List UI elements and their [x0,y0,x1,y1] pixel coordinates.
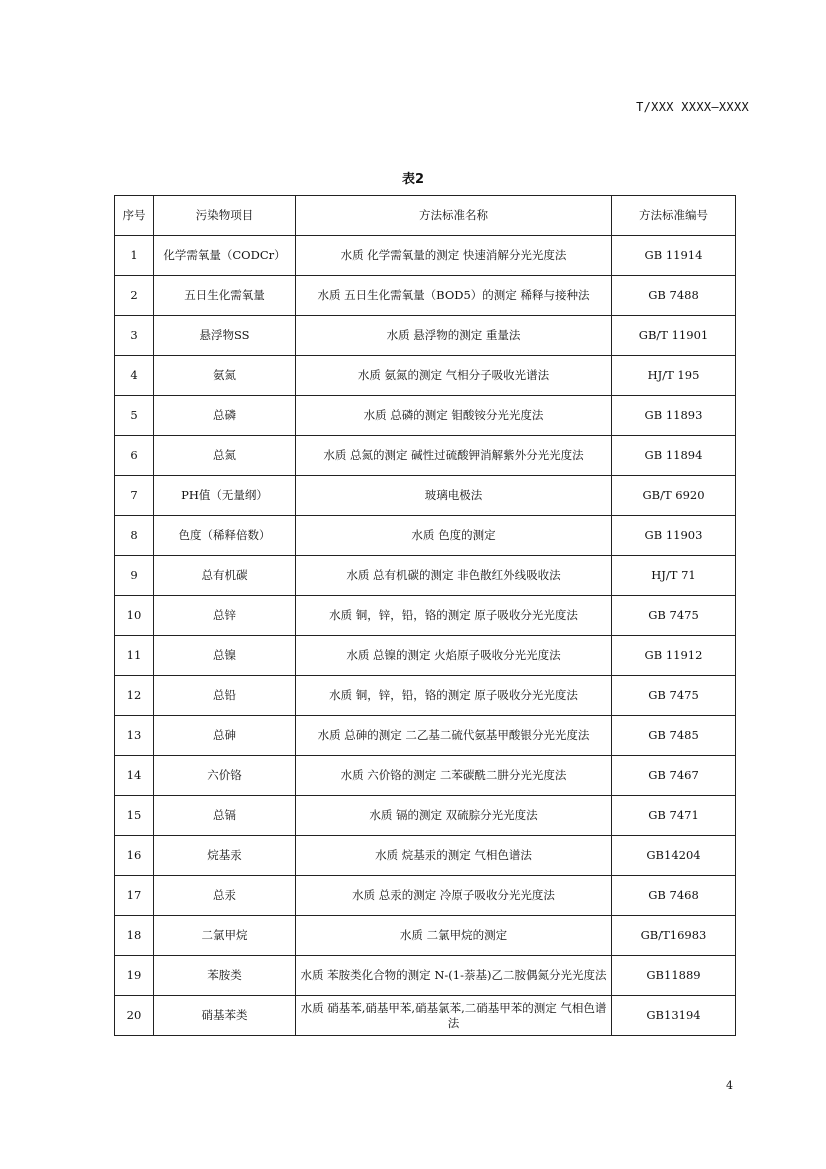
method-name: 玻璃电极法 [296,476,612,516]
table-caption: 表2 [401,172,425,187]
method-code: GB 11914 [612,236,736,276]
table-row [115,716,736,756]
method-code: HJ/T 195 [612,356,736,396]
column-header-method-code: 方法标准编号 [612,196,736,236]
pollutant-item: 六价铬 [154,756,296,796]
table-row [115,836,736,876]
method-name: 水质 氨氮的测定 气相分子吸收光谱法 [296,356,612,396]
method-name: 水质 铜，锌，铅，铬的测定 原子吸收分光光度法 [296,676,612,716]
method-name: 水质 烷基汞的测定 气相色谱法 [296,836,612,876]
pollutant-item: 五日生化需氧量 [154,276,296,316]
row-index: 15 [115,796,154,836]
method-code: GB 7475 [612,596,736,636]
pollutant-item: 氨氮 [154,356,296,396]
table-row [115,316,736,356]
method-code: GB13194 [612,996,736,1036]
method-name: 水质 悬浮物的测定 重量法 [296,316,612,356]
table-row [115,516,736,556]
table-row [115,636,736,676]
row-index: 13 [115,716,154,756]
method-name: 水质 铜，锌，铅，铬的测定 原子吸收分光光度法 [296,596,612,636]
table-row [115,676,736,716]
method-code: GB 11903 [612,516,736,556]
row-index: 4 [115,356,154,396]
row-index: 6 [115,436,154,476]
method-name: 水质 总砷的测定 二乙基二硫代氨基甲酸银分光光度法 [296,716,612,756]
table-row [115,796,736,836]
method-code: GB 7471 [612,796,736,836]
pollutant-item: PH值（无量纲） [154,476,296,516]
document-code: T/XXX XXXX—XXXX [636,100,749,114]
row-index: 8 [115,516,154,556]
method-name: 水质 六价铬的测定 二苯碳酰二肼分光光度法 [296,756,612,796]
column-header-index: 序号 [115,196,154,236]
table-row [115,396,736,436]
table-row [115,436,736,476]
row-index: 5 [115,396,154,436]
method-name: 水质 镉的测定 双硫腙分光光度法 [296,796,612,836]
method-name: 水质 总镍的测定 火焰原子吸收分光光度法 [296,636,612,676]
column-header-method-name: 方法标准名称 [296,196,612,236]
standards-table [114,195,736,1036]
method-name: 水质 总氮的测定 碱性过硫酸钾消解紫外分光光度法 [296,436,612,476]
row-index: 11 [115,636,154,676]
table-row [115,236,736,276]
pollutant-item: 烷基汞 [154,836,296,876]
row-index: 12 [115,676,154,716]
pollutant-item: 总有机碳 [154,556,296,596]
pollutant-item: 总镉 [154,796,296,836]
method-code: GB/T16983 [612,916,736,956]
row-index: 7 [115,476,154,516]
pollutant-item: 二氯甲烷 [154,916,296,956]
table-row [115,276,736,316]
method-code: GB 7468 [612,876,736,916]
pollutant-item: 总汞 [154,876,296,916]
method-code: GB 11912 [612,636,736,676]
method-name: 水质 五日生化需氧量（BOD5）的测定 稀释与接种法 [296,276,612,316]
table-header-row [115,196,736,236]
row-index: 3 [115,316,154,356]
method-code: GB/T 6920 [612,476,736,516]
method-name: 水质 苯胺类化合物的测定 N-(1-萘基)乙二胺偶氮分光光度法 [296,956,612,996]
row-index: 1 [115,236,154,276]
pollutant-item: 总磷 [154,396,296,436]
table-row [115,996,736,1036]
table-row [115,556,736,596]
row-index: 10 [115,596,154,636]
method-code: GB 7475 [612,676,736,716]
table-row [115,916,736,956]
pollutant-item: 色度（稀释倍数） [154,516,296,556]
pollutant-item: 总锌 [154,596,296,636]
method-name: 水质 总有机碳的测定 非色散红外线吸收法 [296,556,612,596]
method-code: GB 7485 [612,716,736,756]
row-index: 17 [115,876,154,916]
pollutant-item: 总铅 [154,676,296,716]
method-name: 水质 硝基苯,硝基甲苯,硝基氯苯,二硝基甲苯的测定 气相色谱法 [296,996,612,1036]
method-name: 水质 化学需氧量的测定 快速消解分光光度法 [296,236,612,276]
row-index: 20 [115,996,154,1036]
row-index: 18 [115,916,154,956]
method-code: GB11889 [612,956,736,996]
method-code: GB 7467 [612,756,736,796]
table-row [115,476,736,516]
pollutant-item: 化学需氧量（CODCr） [154,236,296,276]
row-index: 2 [115,276,154,316]
table-row [115,876,736,916]
row-index: 9 [115,556,154,596]
row-index: 16 [115,836,154,876]
method-name: 水质 色度的测定 [296,516,612,556]
method-code: GB14204 [612,836,736,876]
table-row [115,956,736,996]
method-code: GB 11893 [612,396,736,436]
row-index: 14 [115,756,154,796]
method-code: GB/T 11901 [612,316,736,356]
pollutant-item: 硝基苯类 [154,996,296,1036]
row-index: 19 [115,956,154,996]
method-code: GB 7488 [612,276,736,316]
pollutant-item: 总镍 [154,636,296,676]
pollutant-item: 总砷 [154,716,296,756]
table-row [115,596,736,636]
column-header-pollutant: 污染物项目 [154,196,296,236]
method-name: 水质 总汞的测定 冷原子吸收分光光度法 [296,876,612,916]
method-name: 水质 二氯甲烷的测定 [296,916,612,956]
method-code: GB 11894 [612,436,736,476]
method-code: HJ/T 71 [612,556,736,596]
pollutant-item: 苯胺类 [154,956,296,996]
method-name: 水质 总磷的测定 钼酸铵分光光度法 [296,396,612,436]
table-row [115,356,736,396]
pollutant-item: 悬浮物SS [154,316,296,356]
pollutant-item: 总氮 [154,436,296,476]
page-number: 4 [726,1079,733,1092]
table-row [115,756,736,796]
